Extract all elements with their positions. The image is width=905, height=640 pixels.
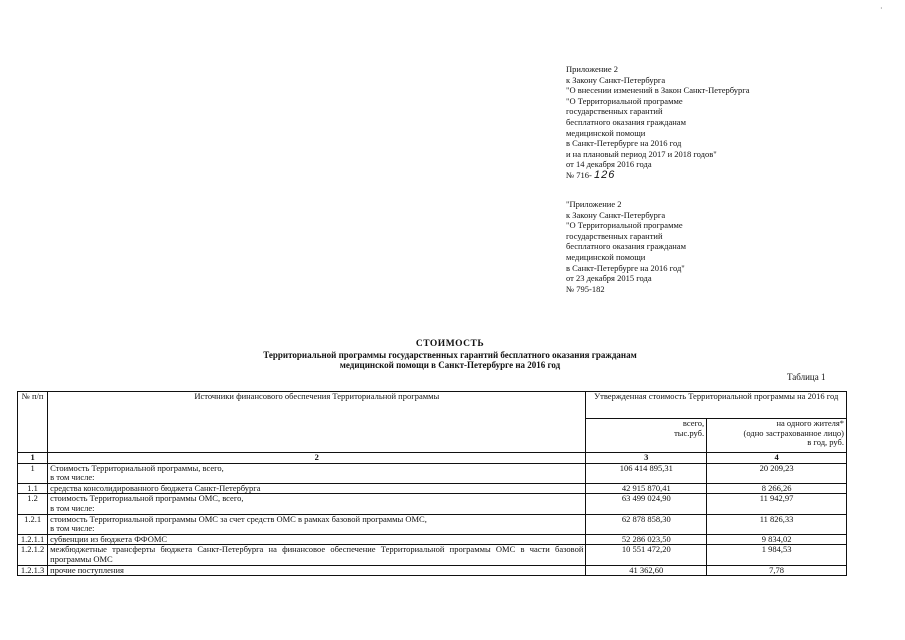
row-label xyxy=(48,514,586,534)
row-total: 41 362,60 xyxy=(586,565,707,576)
table-row xyxy=(18,514,847,534)
header-num: № п/п xyxy=(18,392,48,453)
header-line: № 795-182 xyxy=(566,283,605,294)
law-number-prefix: № 716- xyxy=(566,169,592,180)
row-total: 42 915 870,41 xyxy=(586,483,707,494)
row-per-capita: 8 266,26 xyxy=(707,483,847,494)
table-index-row xyxy=(18,453,847,464)
row-num: 1.2.1.1 xyxy=(18,534,48,545)
row-num: 1.2 xyxy=(18,494,48,514)
row-per-capita: 7,78 xyxy=(707,565,847,576)
row-num: 1 xyxy=(18,463,48,483)
row-label xyxy=(48,463,586,483)
header-line: от 14 декабря 2016 года xyxy=(566,159,652,170)
row-per-capita: 1 984,53 xyxy=(707,545,847,565)
header-line: Приложение 2 xyxy=(566,64,618,74)
row-per-capita: 11 826,33 xyxy=(707,514,847,534)
header-line: в Санкт-Петербурге на 2016 год xyxy=(566,138,682,149)
appendix-header-amendment xyxy=(566,64,866,181)
header-total xyxy=(586,419,707,453)
table-row xyxy=(18,565,847,576)
row-label: средства консолидированного бюджета Санкт-Петербурга xyxy=(48,483,586,494)
header-line: к Закону Санкт-Петербурга xyxy=(566,209,666,220)
header-line: к Закону Санкт-Петербурга xyxy=(566,74,666,85)
row-label-text: Стоимость Территориальной программы, всего, xyxy=(50,462,224,473)
header-line: и на плановый период 2017 и 2018 годов" xyxy=(566,148,717,159)
row-label-text: стоимость Территориальной программы ОМС за счет средств ОМС в рамках базовой программы ОМС, xyxy=(50,513,427,524)
table-row xyxy=(18,483,847,494)
row-label: межбюджетные трансферты бюджета Санкт-Петербурга на финансовое обеспечение Территориальной программы ОМС в части базовой программы ОМС xyxy=(48,545,586,565)
handwritten-law-number: 126 xyxy=(593,168,616,181)
heading-line: Территориальной программы государственных гарантий бесплатного оказания гражданам xyxy=(263,349,637,360)
row-label: субвенции из бюджета ФФОМС xyxy=(48,534,586,545)
row-total: 106 414 895,31 xyxy=(586,463,707,483)
index-cell: 3 xyxy=(586,453,707,464)
header-approved-cost: Утвержденная стоимость Территориальной программы на 2016 год xyxy=(586,392,847,419)
header-line: государственных гарантий xyxy=(566,106,663,117)
header-line: "Приложение 2 xyxy=(566,199,622,209)
header-line: медицинской помощи xyxy=(566,127,646,138)
heading-line: медицинской помощи в Санкт-Петербурге на 2016 год xyxy=(339,360,561,370)
table-row xyxy=(18,534,847,545)
law-number-line xyxy=(566,170,866,181)
row-total: 52 286 023,50 xyxy=(586,534,707,545)
header-line: в Санкт-Петербурге на 2016 год" xyxy=(566,262,685,273)
header-line: "О Территориальной программе xyxy=(566,95,683,106)
appendix-header-original xyxy=(566,199,866,294)
header-pc-line: (одно застрахованное лицо) xyxy=(743,427,844,438)
row-label xyxy=(48,494,586,514)
header-total-line: тыс.руб. xyxy=(674,427,705,438)
row-total: 63 499 024,90 xyxy=(586,494,707,514)
index-cell: 1 xyxy=(18,453,48,464)
header-line: медицинской помощи xyxy=(566,251,646,262)
header-line: "О Территориальной программе xyxy=(566,220,683,231)
row-per-capita: 9 834,02 xyxy=(707,534,847,545)
table-row xyxy=(18,545,847,565)
row-num: 1.1 xyxy=(18,483,48,494)
document-heading xyxy=(150,339,750,371)
header-line: "О внесении изменений в Закон Санкт-Петербурга xyxy=(566,85,750,96)
header-pc-line: в год, руб. xyxy=(807,437,844,448)
cost-table xyxy=(17,391,847,576)
header-line: от 23 декабря 2015 года xyxy=(566,273,652,284)
header-source: Источники финансового обеспечения Территориальной программы xyxy=(48,392,586,453)
row-label-sub: в том числе: xyxy=(50,472,95,483)
row-per-capita: 20 209,23 xyxy=(707,463,847,483)
row-label-sub: в том числе: xyxy=(50,523,95,534)
row-num: 1.2.1 xyxy=(18,514,48,534)
table-row xyxy=(18,494,847,514)
index-cell: 2 xyxy=(48,453,586,464)
row-label-sub: в том числе: xyxy=(50,502,95,513)
header-line: бесплатного оказания гражданам xyxy=(566,116,686,127)
header-line: государственных гарантий xyxy=(566,230,663,241)
corner-mark: · xyxy=(880,4,883,13)
table-header-row xyxy=(18,392,847,419)
header-per-capita xyxy=(707,419,847,453)
table-caption: Таблица 1 xyxy=(787,372,826,382)
header-pc-line: на одного жителя* xyxy=(776,418,844,428)
row-num: 1.2.1.2 xyxy=(18,545,48,565)
row-per-capita: 11 942,97 xyxy=(707,494,847,514)
heading-title: СТОИМОСТЬ xyxy=(415,339,485,349)
row-num: 1.2.1.3 xyxy=(18,565,48,576)
header-total-line: всего, xyxy=(682,418,705,428)
row-total: 10 551 472,20 xyxy=(586,545,707,565)
row-total: 62 878 858,30 xyxy=(586,514,707,534)
index-cell: 4 xyxy=(707,453,847,464)
row-label-text: стоимость Территориальной программы ОМС, всего, xyxy=(50,493,244,504)
header-line: бесплатного оказания гражданам xyxy=(566,241,686,252)
row-label: прочие поступления xyxy=(48,565,586,576)
table-row xyxy=(18,463,847,483)
